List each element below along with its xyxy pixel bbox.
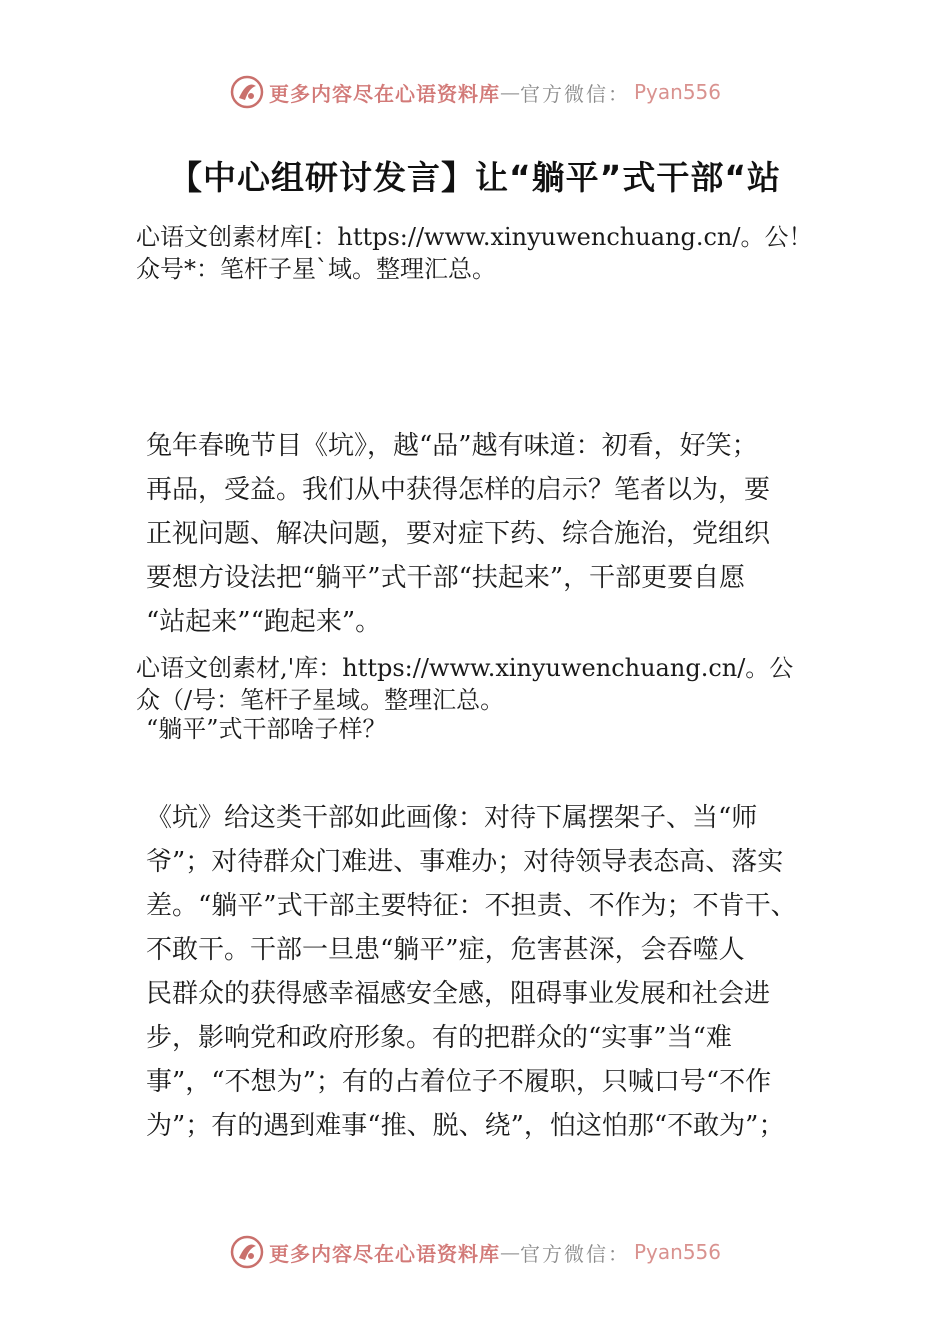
paragraph-line: 兔年春晚节目《坑》，越“品”越有味道：初看，好笑；	[146, 431, 758, 461]
banner-text: 更多内容尽在心语资料库	[268, 81, 500, 106]
banner-text: 更多内容尽在心语资料库	[268, 1241, 500, 1266]
source-note-line: 心语文创素材,'库：https://www.xinyuwenchuang.cn/。公	[136, 654, 794, 682]
paragraph-line: 差。“躺平”式干部主要特征：不担责、不作为；不肯干、	[146, 891, 797, 921]
paragraph-line: 步，影响党和政府形象。有的把群众的“实事”当“难	[146, 1023, 732, 1053]
source-note-line: 众（/号：笔杆子星域。整理汇总。	[136, 686, 505, 714]
paragraph-intro	[146, 424, 826, 644]
logo-icon	[229, 74, 265, 110]
banner-wechat-id: Pyan556	[633, 80, 721, 104]
paragraph-line: 不敢干。干部一旦患“躺平”症，危害甚深，会吞噬人	[146, 935, 745, 965]
document-title: 【中心组研讨发言】让“躺平”式干部“站	[168, 158, 782, 197]
footer-banner	[0, 1232, 950, 1272]
paragraph-line: 再品，受益。我们从中获得怎样的启示？笔者以为，要	[146, 475, 771, 505]
source-note-line: 众号*：笔杆子星`域。整理汇总。	[136, 255, 496, 283]
section-heading: “躺平”式干部啥子样？	[146, 715, 387, 743]
paragraph-line: 《坑》给这类干部如此画像：对待下属摆架子、当“师	[146, 803, 758, 833]
paragraph-line: “站起来”“跑起来”。	[146, 607, 382, 637]
logo-icon	[229, 1234, 265, 1270]
source-note-2	[136, 652, 856, 716]
paragraph-line: 要想方设法把“躺平”式干部“扶起来”，干部更要自愿	[146, 563, 746, 593]
banner-separator: —	[499, 80, 520, 104]
paragraph-line: 为”；有的遇到难事“推、脱、绕”，怕这怕那“不敢为”；	[146, 1111, 785, 1141]
banner-separator: —	[499, 1240, 520, 1264]
paragraph-line: 爷”；对待群众门难进、事难办；对待领导表态高、落实	[146, 847, 784, 877]
header-banner	[0, 72, 950, 112]
paragraph-line: 事”，“不想为”；有的占着位子不履职，只喊口号“不作	[146, 1067, 772, 1097]
banner-wechat-id: Pyan556	[633, 1240, 721, 1264]
banner-wechat-label: 官方微信：	[519, 1241, 630, 1266]
source-note-1	[136, 221, 856, 285]
paragraph-body	[146, 796, 826, 1148]
source-note-line: 心语文创素材库[：https://www.xinyuwenchuang.cn/。公！	[136, 223, 813, 251]
paragraph-line: 民群众的获得感幸福感安全感，阻碍事业发展和社会进	[146, 979, 771, 1009]
banner-wechat-label: 官方微信：	[519, 81, 630, 106]
paragraph-line: 正视问题、解决问题，要对症下药、综合施治，党组织	[146, 519, 771, 549]
